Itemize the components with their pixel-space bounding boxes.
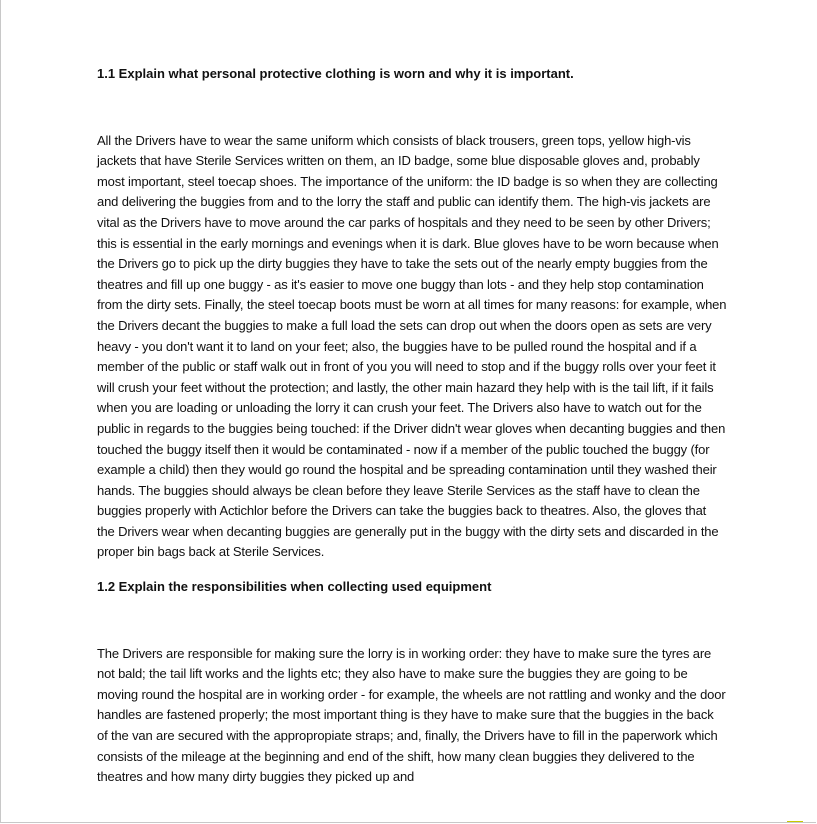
page-corner-marker bbox=[787, 821, 803, 822]
document-body bbox=[97, 60, 727, 788]
section-paragraph-1-2[interactable]: The Drivers are responsible for making sure the lorry is in working order: they have to make sure the tyres are not bald; the tail lift works and the lights etc; they also have to make sure the buggies they are going to be moving round the hospital are in working order - for example, the wheels are not rattling and wonky and the door handles are fastened properly; the most important thing is they have to make sure that the buggies in the back of the van are secured with the appropropiate straps; and, finally, the Drivers have to fill in the paperwork which consists of the mileage at the beginning and end of the shift, how many clean buggies they delivered to the theatres and how many dirty buggies they picked up and bbox=[97, 645, 726, 785]
section-heading-1-2: 1.2 Explain the responsibilities when collecting used equipment bbox=[97, 579, 492, 595]
section-heading-1-1: 1.1 Explain what personal protective clothing is worn and why it is important. bbox=[97, 66, 574, 81]
section-paragraph-1-1[interactable]: All the Drivers have to wear the same uniform which consists of black trousers, green tops, yellow high-vis jackets that have Sterile Services written on them, an ID badge, some blue disposable gloves and, probably most important, steel toecap shoes. The importance of the uniform: the ID badge is so when they are collecting and delivering the buggies from and to the lorry the staff and public can identify them. The high-vis jackets are vital as the Drivers have to move around the car parks of hospitals and they need to be seen by other Drivers; this is essential in the early mornings and evenings when it is dark. Blue gloves have to be worn because when the Drivers go to pick up the dirty buggies they have to take the sets out of the nearly empty buggies from the theatres and fill up one buggy - as it's easier to move one buggy than lots - and they help stop contamination from the dirty sets. Finally, the steel toecap boots must be worn at all times for many reasons: for example, when the Drivers decant the buggies to make a full load the sets can drop out when the doors open as sets are very heavy - you don't want it to land on your feet; also, the buggies have to be pulled round the hospital and if a member of the public or staff walk out in front of you you will need to stop and if the buggy rolls over your feet it will crush your feet without the protection; and lastly, the other main hazard they help with is the tail lift, if it fails when you are loading or unloading the lorry it can crush your feet. The Drivers also have to watch out for the public in regards to the buggies being touched: if the Driver didn't wear gloves when decanting buggies and then touched the buggy itself then it would be contaminated - now if a member of the public touched the buggy (for example a child) then they would go round the hospital and be spreading contamination until they washed their hands. The buggies should always be clean before they leave Sterile Services as the staff have to clean the buggies properly with Actichlor before the Drivers can take the buggies back to theatres. Also, the gloves that the Drivers wear when decanting buggies are generally put in the buggy with the dirty sets and discarded in the proper bin bags back at Sterile Services. bbox=[97, 132, 727, 560]
